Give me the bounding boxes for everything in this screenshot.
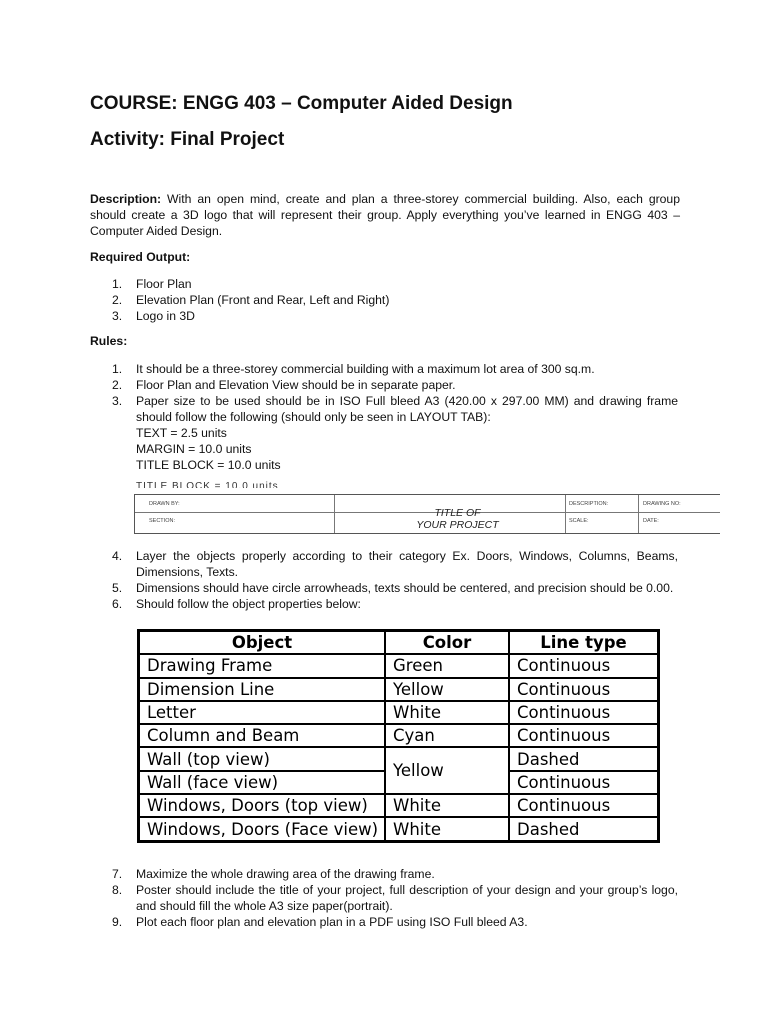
table-row: Drawing Frame Green Continuous [139,654,659,677]
header-object: Object [139,631,386,655]
text-size-line: TEXT = 2.5 units [136,426,227,440]
list-item: 4. Layer the objects properly according to their category Ex. Doors, Windows, Columns, Beams, Dimensions, Texts. [112,549,678,579]
rules-list-c [0,866,680,930]
table-row: Windows, Doors (Face view) White Dashed [139,817,659,841]
drawing-no-label: DRAWING NO: [643,501,681,507]
list-item: 6. Should follow the object properties below: [112,597,361,611]
list-item: 2. Elevation Plan (Front and Rear, Left and Right) [112,293,390,307]
section-label: SECTION: [149,518,175,524]
header-color: Color [385,631,509,655]
table-row: Wall (top view) Yellow Dashed [139,747,659,770]
list-item: 1. It should be a three-storey commercial building with a maximum lot area of 300 sq.m. [112,362,595,376]
list-item: 8. Poster should include the title of your project, full description of your design and your group’s logo, and should fill the whole A3 size paper(portrait). [112,883,678,913]
list-item: 3. Logo in 3D [112,309,195,323]
list-item: 7. Maximize the whole drawing area of the drawing frame. [112,867,435,881]
title-block-cutoff-text: TITLE BLOCK = 10.0 units [136,481,279,488]
description-text: With an open mind, create and plan a three-storey commercial building. Also, each group should create a 3D logo that will represent their group. Apply everything you’ve learned in ENGG 403 – Computer Aided Design. [90,192,680,238]
table-row: Wall (face view) Continuous [139,771,659,794]
table-row: Dimension Line Yellow Continuous [139,678,659,701]
table-row: Letter White Continuous [139,701,659,724]
description-label: Description: [90,192,162,206]
date-label: DATE: [643,518,659,524]
scale-label: SCALE: [569,518,589,524]
list-item: 3. Paper size to be used should be in ISO Full bleed A3 (420.00 x 297.00 MM) and drawing frame should follow the following (should only be seen in LAYOUT TAB): TEXT = 2.5 units MARGIN = 10.0 units TITLE BLOCK = 10.0 units [112,394,678,472]
list-item: 2. Floor Plan and Elevation View should be in separate paper. [112,378,456,392]
rules-list-b [0,548,680,612]
table-row: Column and Beam Cyan Continuous [139,724,659,747]
drawn-by-label: DRAWN BY: [149,501,180,507]
list-item: 1. Floor Plan [112,277,192,291]
description-paragraph [90,191,680,239]
margin-line: MARGIN = 10.0 units [136,442,252,456]
table-row: Windows, Doors (top view) White Continuous [139,794,659,817]
course-heading: COURSE: ENGG 403 – Computer Aided Design [90,93,513,114]
title-block-line: TITLE BLOCK = 10.0 units [136,458,281,472]
required-output-list [0,276,680,324]
object-properties-table [137,629,660,843]
rules-list-a [0,361,680,473]
project-title: TITLE OF YOUR PROJECT [416,507,499,531]
list-item: 9. Plot each floor plan and elevation plan in a PDF using ISO Full bleed A3. [112,915,528,929]
required-output-heading: Required Output: [90,250,191,264]
activity-heading: Activity: Final Project [90,129,285,150]
rules-heading: Rules: [90,334,128,348]
header-line-type: Line type [509,631,659,655]
table-header-row [139,631,659,655]
description-field-label: DESCRIPTION: [569,501,609,507]
title-block-image [134,481,722,544]
list-item: 5. Dimensions should have circle arrowheads, texts should be centered, and precision should be 0.00. [112,581,674,595]
